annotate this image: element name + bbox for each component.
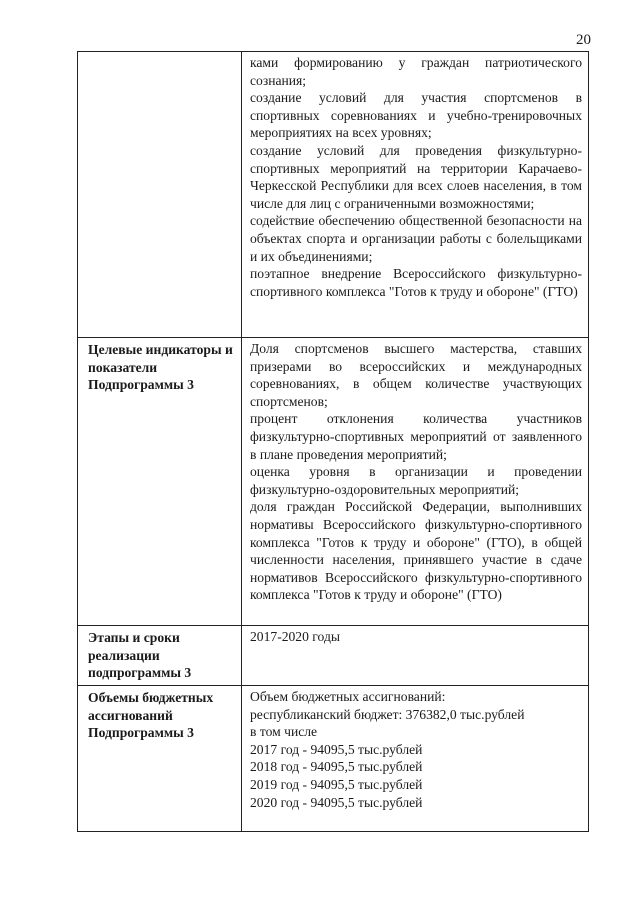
indicator-paragraph: процент отклонения количества участников физкультурно-спортивных мероприятий от заявленного в плане проведения мероприятий; bbox=[250, 411, 582, 462]
row-label-budget: Объемы бюджетных ассигнований Подпрограммы 3 bbox=[78, 686, 242, 832]
subprogram-passport-table bbox=[77, 51, 589, 832]
row-content-budget bbox=[242, 686, 589, 832]
budget-line: в том числе bbox=[250, 724, 318, 740]
budget-line: 2020 год - 94095,5 тыс.рублей bbox=[250, 794, 423, 810]
table-row-tasks-continued bbox=[78, 52, 589, 338]
table-row-indicators bbox=[78, 338, 589, 626]
budget-line: 2017 год - 94095,5 тыс.рублей bbox=[250, 741, 423, 757]
task-paragraph: создание условий для участия спортсменов в спортивных соревнованиях и учебно-тренировочных мероприятиях на всех уровнях; bbox=[250, 90, 582, 141]
row-content-tasks bbox=[242, 52, 589, 338]
row-content-indicators bbox=[242, 338, 589, 626]
budget-line: республиканский бюджет: 376382,0 тыс.рублей bbox=[250, 706, 525, 722]
row-content-stages bbox=[242, 626, 589, 686]
indicator-paragraph: оценка уровня в организации и проведении физкультурно-оздоровительных мероприятий; bbox=[250, 464, 582, 497]
indicator-paragraph: Доля спортсменов высшего мастерства, ставших призерами во всероссийских и международных соревнованиях, в общем количестве участвующих спортсменов; bbox=[250, 341, 582, 409]
task-paragraph: содействие обеспечению общественной безопасности на объектах спорта и организации работы с болельщиками и их объединениями; bbox=[250, 213, 582, 264]
row-label-empty bbox=[78, 52, 242, 338]
task-paragraph: создание условий для проведения физкультурно-спортивных мероприятий на территории Карачаево-Черкесской Республики для всех слоев населения, в том числе для лиц с ограниченными возможностями; bbox=[250, 142, 582, 211]
row-label-stages: Этапы и сроки реализации подпрограммы 3 bbox=[78, 626, 242, 686]
task-paragraph: ками формированию у граждан патриотического сознания; bbox=[250, 55, 582, 88]
indicator-paragraph: доля граждан Российской Федерации, выполнивших нормативы Всероссийского физкультурно-спортивного комплекса "Готов к труду и обороне" (ГТО), в общей численности населения, принявшего участие в сдаче нормативов Всероссийского физкультурно-спортивного комплекса "Готов к труду и обороне" (ГТО) bbox=[250, 499, 582, 603]
row-label-indicators: Целевые индикаторы и показатели Подпрограммы 3 bbox=[78, 338, 242, 626]
table-row-budget bbox=[78, 686, 589, 832]
budget-line: 2018 год - 94095,5 тыс.рублей bbox=[250, 759, 423, 775]
stages-value: 2017-2020 годы bbox=[250, 629, 340, 644]
task-paragraph: поэтапное внедрение Всероссийского физкультурно-спортивного комплекса "Готов к труду и обороне" (ГТО) bbox=[250, 266, 582, 299]
page-number: 20 bbox=[576, 32, 591, 48]
budget-line: 2019 год - 94095,5 тыс.рублей bbox=[250, 776, 423, 792]
table-row-stages bbox=[78, 626, 589, 686]
budget-line: Объем бюджетных ассигнований: bbox=[250, 689, 446, 704]
